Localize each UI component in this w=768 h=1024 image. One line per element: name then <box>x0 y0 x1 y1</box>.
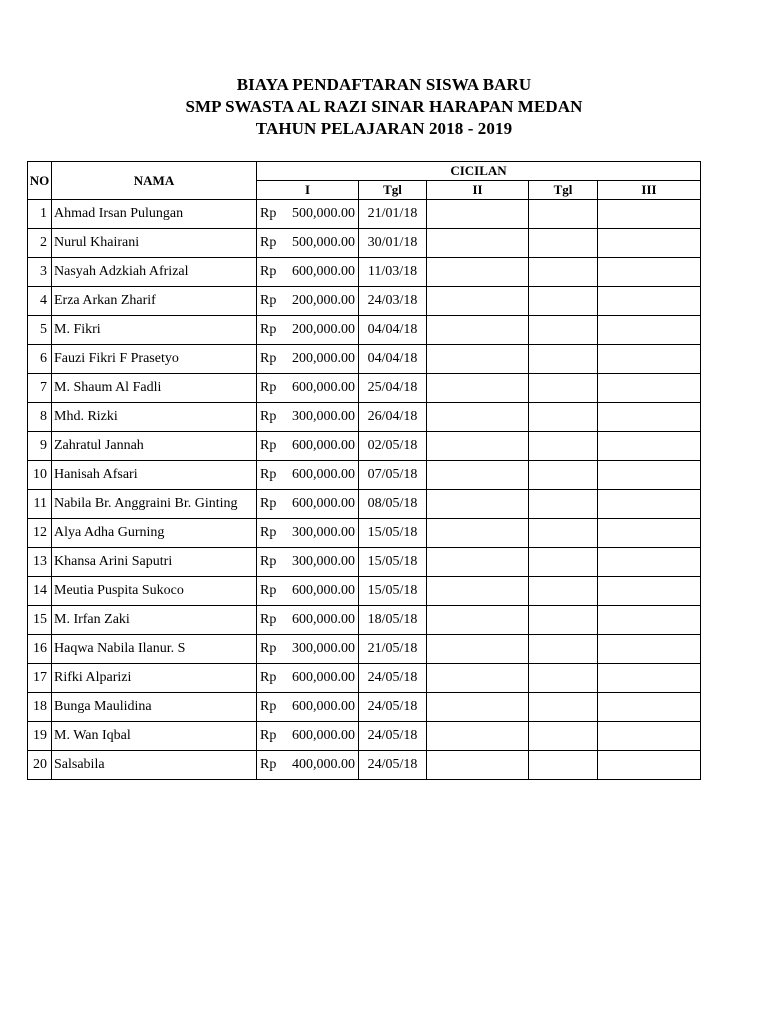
currency-label: Rp <box>260 322 277 337</box>
installment-iii-amount <box>598 664 701 693</box>
row-number: 11 <box>28 490 52 519</box>
installment-i-amount <box>257 229 359 258</box>
installment-ii-date <box>529 258 598 287</box>
row-number: 18 <box>28 693 52 722</box>
amount-value: 400,000.00 <box>292 757 355 772</box>
installment-iii-amount <box>598 577 701 606</box>
installment-ii-date <box>529 519 598 548</box>
row-number: 13 <box>28 548 52 577</box>
installment-i-amount <box>257 664 359 693</box>
installment-i-date: 24/05/18 <box>359 664 427 693</box>
installment-ii-date <box>529 722 598 751</box>
installment-i-date: 21/01/18 <box>359 200 427 229</box>
row-number: 6 <box>28 345 52 374</box>
installment-iii-amount <box>598 461 701 490</box>
amount-value: 300,000.00 <box>292 525 355 540</box>
currency-label: Rp <box>260 206 277 221</box>
installment-i-amount <box>257 461 359 490</box>
installment-i-amount <box>257 200 359 229</box>
currency-label: Rp <box>260 438 277 453</box>
row-number: 1 <box>28 200 52 229</box>
table-row <box>28 693 701 722</box>
title-line-1: BIAYA PENDAFTARAN SISWA BARU <box>236 75 532 94</box>
header-nama: NAMA <box>52 162 257 200</box>
installment-ii-amount <box>427 693 529 722</box>
currency-label: Rp <box>260 641 277 656</box>
amount-value: 600,000.00 <box>292 380 355 395</box>
title-line-2: SMP SWASTA AL RAZI SINAR HARAPAN MEDAN <box>185 97 583 116</box>
amount-value: 600,000.00 <box>292 467 355 482</box>
amount-value: 600,000.00 <box>292 438 355 453</box>
installment-iii-amount <box>598 635 701 664</box>
amount-value: 600,000.00 <box>292 612 355 627</box>
student-name: M. Shaum Al Fadli <box>52 374 257 403</box>
installment-ii-date <box>529 548 598 577</box>
installment-ii-date <box>529 635 598 664</box>
student-name: Nabila Br. Anggraini Br. Ginting <box>52 490 257 519</box>
row-number: 3 <box>28 258 52 287</box>
currency-label: Rp <box>260 728 277 743</box>
installment-ii-date <box>529 403 598 432</box>
installment-i-date: 04/04/18 <box>359 345 427 374</box>
table-row <box>28 287 701 316</box>
row-number: 16 <box>28 635 52 664</box>
installment-ii-amount <box>427 200 529 229</box>
student-name: Erza Arkan Zharif <box>52 287 257 316</box>
installment-ii-amount <box>427 374 529 403</box>
installment-iii-amount <box>598 374 701 403</box>
installment-i-date: 04/04/18 <box>359 316 427 345</box>
amount-value: 500,000.00 <box>292 206 355 221</box>
installment-ii-date <box>529 316 598 345</box>
header-cicilan: CICILAN <box>257 162 701 181</box>
installment-iii-amount <box>598 432 701 461</box>
installment-i-date: 25/04/18 <box>359 374 427 403</box>
amount-value: 600,000.00 <box>292 264 355 279</box>
installment-ii-amount <box>427 490 529 519</box>
installment-i-amount <box>257 432 359 461</box>
installment-ii-date <box>529 374 598 403</box>
student-name: Mhd. Rizki <box>52 403 257 432</box>
row-number: 8 <box>28 403 52 432</box>
installment-ii-amount <box>427 432 529 461</box>
table-row <box>28 461 701 490</box>
table-row <box>28 316 701 345</box>
installment-i-date: 07/05/18 <box>359 461 427 490</box>
amount-value: 600,000.00 <box>292 670 355 685</box>
table-row <box>28 432 701 461</box>
installment-i-amount <box>257 519 359 548</box>
student-name: Rifki Alparizi <box>52 664 257 693</box>
currency-label: Rp <box>260 670 277 685</box>
installment-iii-amount <box>598 722 701 751</box>
amount-value: 600,000.00 <box>292 583 355 598</box>
installment-i-amount <box>257 258 359 287</box>
installment-ii-date <box>529 664 598 693</box>
installment-i-amount <box>257 345 359 374</box>
installment-ii-date <box>529 432 598 461</box>
installment-ii-amount <box>427 606 529 635</box>
row-number: 15 <box>28 606 52 635</box>
currency-label: Rp <box>260 235 277 250</box>
installment-i-date: 02/05/18 <box>359 432 427 461</box>
installment-i-date: 24/05/18 <box>359 751 427 780</box>
installment-ii-amount <box>427 519 529 548</box>
row-number: 14 <box>28 577 52 606</box>
installment-ii-date <box>529 461 598 490</box>
installment-ii-date <box>529 345 598 374</box>
amount-value: 200,000.00 <box>292 293 355 308</box>
currency-label: Rp <box>260 583 277 598</box>
document-title <box>0 74 768 140</box>
installment-iii-amount <box>598 548 701 577</box>
amount-value: 500,000.00 <box>292 235 355 250</box>
amount-value: 600,000.00 <box>292 728 355 743</box>
installment-ii-amount <box>427 664 529 693</box>
installment-ii-amount <box>427 258 529 287</box>
installment-ii-amount <box>427 287 529 316</box>
student-name: M. Wan Iqbal <box>52 722 257 751</box>
installment-iii-amount <box>598 200 701 229</box>
row-number: 20 <box>28 751 52 780</box>
installment-i-amount <box>257 606 359 635</box>
header-tgl-1: Tgl <box>359 181 427 200</box>
table-row <box>28 374 701 403</box>
row-number: 10 <box>28 461 52 490</box>
header-installment-i: I <box>257 181 359 200</box>
student-name: Khansa Arini Saputri <box>52 548 257 577</box>
table-row <box>28 345 701 374</box>
currency-label: Rp <box>260 380 277 395</box>
row-number: 5 <box>28 316 52 345</box>
installment-iii-amount <box>598 258 701 287</box>
table-row <box>28 258 701 287</box>
installment-i-date: 15/05/18 <box>359 577 427 606</box>
installment-ii-date <box>529 490 598 519</box>
amount-value: 600,000.00 <box>292 496 355 511</box>
currency-label: Rp <box>260 496 277 511</box>
installment-i-date: 26/04/18 <box>359 403 427 432</box>
row-number: 7 <box>28 374 52 403</box>
student-name: Meutia Puspita Sukoco <box>52 577 257 606</box>
amount-value: 200,000.00 <box>292 351 355 366</box>
installment-iii-amount <box>598 229 701 258</box>
table-row <box>28 751 701 780</box>
amount-value: 300,000.00 <box>292 409 355 424</box>
student-name: Nasyah Adzkiah Afrizal <box>52 258 257 287</box>
table-row <box>28 635 701 664</box>
amount-value: 300,000.00 <box>292 641 355 656</box>
installment-i-amount <box>257 316 359 345</box>
row-number: 4 <box>28 287 52 316</box>
installment-ii-amount <box>427 722 529 751</box>
installment-ii-date <box>529 751 598 780</box>
table-row <box>28 403 701 432</box>
currency-label: Rp <box>260 293 277 308</box>
installment-ii-date <box>529 200 598 229</box>
currency-label: Rp <box>260 409 277 424</box>
header-installment-ii: II <box>427 181 529 200</box>
installment-ii-date <box>529 229 598 258</box>
installment-iii-amount <box>598 606 701 635</box>
amount-value: 600,000.00 <box>292 699 355 714</box>
installment-i-date: 15/05/18 <box>359 548 427 577</box>
student-name: Haqwa Nabila Ilanur. S <box>52 635 257 664</box>
table-row <box>28 664 701 693</box>
installment-i-amount <box>257 374 359 403</box>
table-row <box>28 577 701 606</box>
installment-iii-amount <box>598 751 701 780</box>
installment-i-amount <box>257 287 359 316</box>
student-name: Nurul Khairani <box>52 229 257 258</box>
student-name: Alya Adha Gurning <box>52 519 257 548</box>
table-row <box>28 519 701 548</box>
installment-i-amount <box>257 548 359 577</box>
installment-i-amount <box>257 577 359 606</box>
installment-i-date: 24/03/18 <box>359 287 427 316</box>
installment-ii-amount <box>427 229 529 258</box>
student-name: Hanisah Afsari <box>52 461 257 490</box>
header-installment-iii: III <box>598 181 701 200</box>
installment-ii-amount <box>427 635 529 664</box>
installment-ii-date <box>529 693 598 722</box>
installment-i-amount <box>257 635 359 664</box>
student-name: Ahmad Irsan Pulungan <box>52 200 257 229</box>
installment-iii-amount <box>598 490 701 519</box>
installment-iii-amount <box>598 287 701 316</box>
amount-value: 300,000.00 <box>292 554 355 569</box>
table-body <box>28 200 701 780</box>
installment-iii-amount <box>598 345 701 374</box>
installment-iii-amount <box>598 693 701 722</box>
installment-ii-amount <box>427 461 529 490</box>
installment-iii-amount <box>598 316 701 345</box>
student-name: M. Irfan Zaki <box>52 606 257 635</box>
student-name: M. Fikri <box>52 316 257 345</box>
header-tgl-2: Tgl <box>529 181 598 200</box>
header-no: NO <box>28 162 52 200</box>
row-number: 12 <box>28 519 52 548</box>
row-number: 2 <box>28 229 52 258</box>
installment-iii-amount <box>598 519 701 548</box>
installment-i-date: 08/05/18 <box>359 490 427 519</box>
table-row <box>28 548 701 577</box>
currency-label: Rp <box>260 467 277 482</box>
title-line-3: TAHUN PELAJARAN 2018 - 2019 <box>255 119 513 138</box>
row-number: 19 <box>28 722 52 751</box>
installment-ii-amount <box>427 751 529 780</box>
student-name: Bunga Maulidina <box>52 693 257 722</box>
currency-label: Rp <box>260 351 277 366</box>
installment-ii-date <box>529 577 598 606</box>
table-row <box>28 606 701 635</box>
installment-ii-amount <box>427 548 529 577</box>
row-number: 17 <box>28 664 52 693</box>
student-name: Salsabila <box>52 751 257 780</box>
installment-ii-amount <box>427 316 529 345</box>
currency-label: Rp <box>260 612 277 627</box>
currency-label: Rp <box>260 757 277 772</box>
installment-i-date: 24/05/18 <box>359 722 427 751</box>
installment-ii-amount <box>427 345 529 374</box>
installment-ii-amount <box>427 403 529 432</box>
table-row <box>28 200 701 229</box>
table-row <box>28 490 701 519</box>
installment-i-date: 30/01/18 <box>359 229 427 258</box>
table-row <box>28 722 701 751</box>
row-number: 9 <box>28 432 52 461</box>
installment-ii-date <box>529 287 598 316</box>
currency-label: Rp <box>260 525 277 540</box>
currency-label: Rp <box>260 264 277 279</box>
amount-value: 200,000.00 <box>292 322 355 337</box>
currency-label: Rp <box>260 699 277 714</box>
installment-i-amount <box>257 490 359 519</box>
table-row <box>28 229 701 258</box>
student-name: Fauzi Fikri F Prasetyo <box>52 345 257 374</box>
installment-i-date: 24/05/18 <box>359 693 427 722</box>
fee-table <box>27 161 701 780</box>
installment-iii-amount <box>598 403 701 432</box>
installment-i-amount <box>257 722 359 751</box>
installment-i-date: 21/05/18 <box>359 635 427 664</box>
installment-i-amount <box>257 403 359 432</box>
installment-i-date: 18/05/18 <box>359 606 427 635</box>
installment-i-amount <box>257 751 359 780</box>
installment-i-date: 15/05/18 <box>359 519 427 548</box>
currency-label: Rp <box>260 554 277 569</box>
installment-ii-date <box>529 606 598 635</box>
installment-i-date: 11/03/18 <box>359 258 427 287</box>
installment-ii-amount <box>427 577 529 606</box>
student-name: Zahratul Jannah <box>52 432 257 461</box>
installment-i-amount <box>257 693 359 722</box>
